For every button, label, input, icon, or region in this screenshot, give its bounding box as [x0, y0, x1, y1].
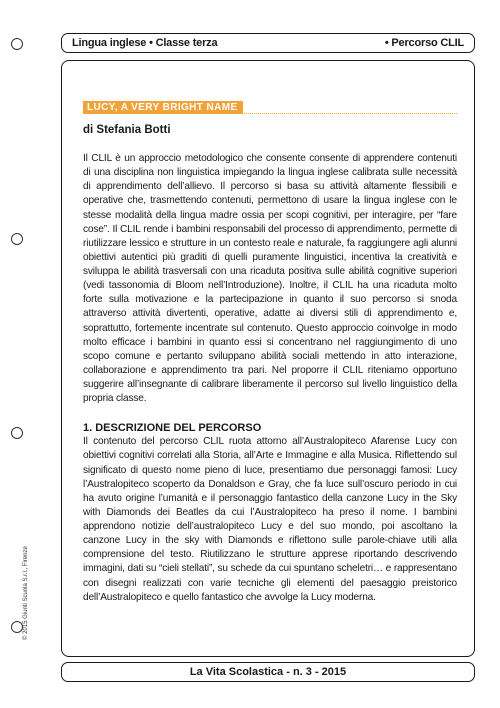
- header-section: • Percorso CLIL: [384, 37, 464, 49]
- binder-hole-middle: [11, 233, 23, 245]
- section-paragraph: Il contenuto del percorso CLIL ruota attorno all’Australopiteco Afarense Lucy con obiettivi cognitivi correlati alla Storia, all’Arte e Immagine e alla Musica. Riflettendo sul significato di questo nome pieno di luce, presentiamo due personaggi famosi: Lucy l’Australopiteco scoperto da Donaldson e Gray, che fa luce sull’oscuro periodo in cui ha avuto origine l’umanità e il personaggio fantastico della canzone Lucy in the Sky with Diamonds dei Beatles da cui l’Australopiteco ha preso il nome. I bambini apprendono notizie dell’australopiteco Lucy e del suo mondo, poi ascoltano la canzone Lucy in the sky with Diamonds e riflettono sulle parole-chiave utili alla comprensione del testo. Riutilizzano le strutture apprese riportando descrivendo immagini, dati su “cieli stellati”, su schede da cui spuntano scheletri… e rappresentano con disegni realizzati con varie tecniche gli elementi del paesaggio preistorico dell’Australopiteco e quello fantastico che avvolge la Lucy moderna.: [83, 436, 457, 603]
- binder-hole-bottom: [11, 621, 23, 633]
- intro-paragraph: Il CLIL è un approccio metodologico che consente consente di apprendere contenuti di una disciplina non linguistica impiegando la lingua inglese calibrata sulle necessità di apprendimento dell’allievo. Il percorso si basa su attività altamente flessibili e operative che, trasmettendo contenuti, permettono di usare la lingua inglese con le stesse modalità della lingua madre ossia per scopi cognitivi, per interagire, per “fare cose”. Il CLIL rende i bambini responsabili del processo di apprendimento, permette di riutilizzare lessico e strutture in un contesto reale e naturale, fa raggiungere agli alunni obiettivi autentici più graditi di quelli puramente linguistici, incentiva la creatività e sviluppa le abilità trasversali con una ricaduta positiva sulle abilità cognitive superiori (vedi tassonomia di Bloom nell’Introduzione). Inoltre, il CLIL ha una ricaduta molto forte sulla motivazione e la partecipazione in quanto il suo percorso si snoda attraverso attività divertenti, operative, adatte ai diversi stili di apprendimento e, soprattutto, fortemente incentrate sul contenuto. Questo approccio coinvolge in modo molto efficace i bambini in quanto essi si concentrano nel raggiungimento di uno scopo comune e pertanto sviluppano abilità sociali mettendo in atto interazione, collaborazione e apprendimento tra pari. Nel proporre il CLIL riteniamo opportuno suggerire all’insegnante di calibrare liberamente il percorso sul livello linguistico della propria classe.: [83, 153, 457, 405]
- header-subject: Lingua inglese • Classe terza: [72, 37, 218, 49]
- binder-hole-lower: [11, 427, 23, 439]
- binder-hole-top: [11, 38, 23, 50]
- copyright-note: © 2015 Giunti Scuola S.r.l., Firenze: [23, 546, 29, 640]
- article-author: di Stefania Botti: [83, 124, 171, 136]
- page-header: [61, 33, 475, 53]
- footer-label: La Vita Scolastica - n. 3 - 2015: [189, 666, 347, 678]
- article: [83, 97, 457, 605]
- page-footer: [61, 662, 475, 682]
- article-title: LUCY, A VERY BRIGHT NAME: [83, 101, 243, 114]
- section-heading: 1. DESCRIZIONE DEL PERCORSO: [83, 422, 262, 435]
